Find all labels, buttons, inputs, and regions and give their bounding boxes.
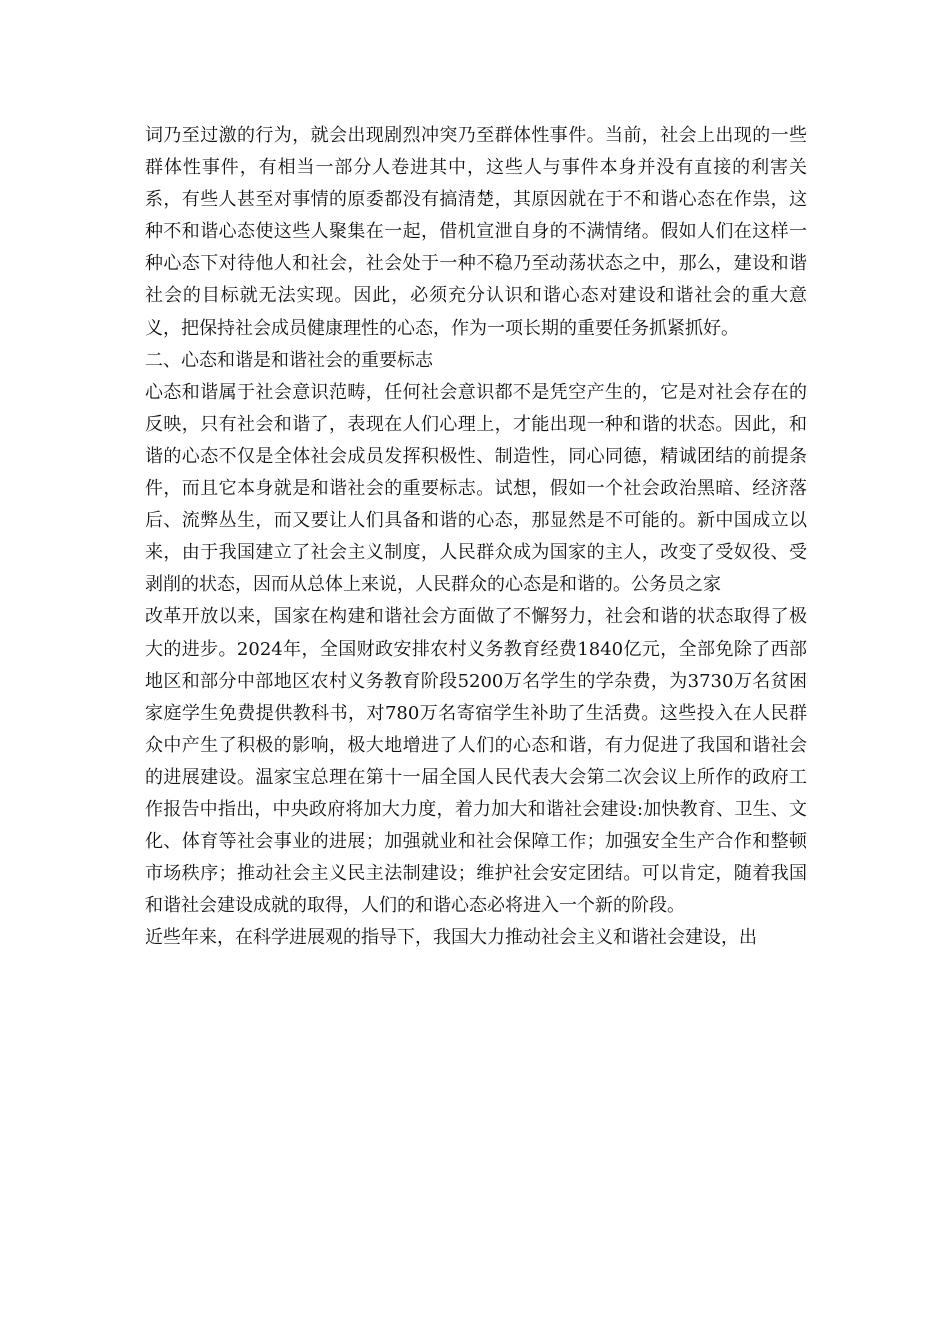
paragraph-reform-opening: 改革开放以来，国家在构建和谐社会方面做了不懈努力，社会和谐的状态取得了极大的进步。2024年，全国财政安排农村义务教育经费1840亿元，全部免除了西部地区和部分中部地区农村义务教育阶段5200万名学生的学杂费，为3730万名贫困家庭学生免费提供教科书，对780万名寄宿学生补助了生活费。这些投入在人民群众中产生了积极的影响，极大地增进了人们的心态和谐，有力促进了我国和谐社会的进展建设。温家宝总理在第十一届全国人民代表大会第二次会议上所作的政府工作报告中指出，中央政府将加大力度，着力加大和谐社会建设:加快教育、卫生、文化、体育等社会事业的进展；加强就业和社会保障工作；加强安全生产合作和整顿市场秩序；推动社会主义民主法制建设；维护社会安定团结。可以肯定，随着我国和谐社会建设成就的取得，人们的和谐心态必将进入一个新的阶段。 <box>145 606 807 917</box>
section-heading: 二、心态和谐是和谐社会的重要标志 <box>145 349 433 371</box>
paragraph-harmony-mindset: 心态和谐属于社会意识范畴，任何社会意识都不是凭空产生的，它是对社会存在的反映，只有社会和谐了，表现在人们心理上，才能出现一种和谐的状态。因此，和谐的心态不仅是全体社会成员发挥积极性、制造性，同心同德，精诚团结的前提条件，而且它本身就是和谐社会的重要标志。试想，假如一个社会政治黑暗、经济落后、流弊丛生，而又要让人们具备和谐的心态，那显然是不可能的。新中国成立以来，由于我国建立了社会主义制度，人民群众成为国家的主人，改变了受奴役、受剥削的状态，因而从总体上来说，人民群众的心态是和谐的。公务员之家 <box>145 381 807 596</box>
document-body <box>145 120 807 954</box>
paragraph-recent-years: 近些年来，在科学进展观的指导下，我国大力推动社会主义和谐社会建设，出 <box>145 927 757 949</box>
paragraph-continued: 词乃至过激的行为，就会出现剧烈冲突乃至群体性事件。当前，社会上出现的一些群体性事件，有相当一部分人卷进其中，这些人与事件本身并没有直接的利害关系，有些人甚至对事情的原委都没有搞清楚，其原因就在于不和谐心态在作祟，这种不和谐心态使这些人聚集在一起，借机宣泄自身的不满情绪。假如人们在这样一种心态下对待他人和社会，社会处于一种不稳乃至动荡状态之中，那么，建设和谐社会的目标就无法实现。因此，必须充分认识和谐心态对建设和谐社会的重大意义，把保持社会成员健康理性的心态，作为一项长期的重要任务抓紧抓好。 <box>145 125 807 339</box>
